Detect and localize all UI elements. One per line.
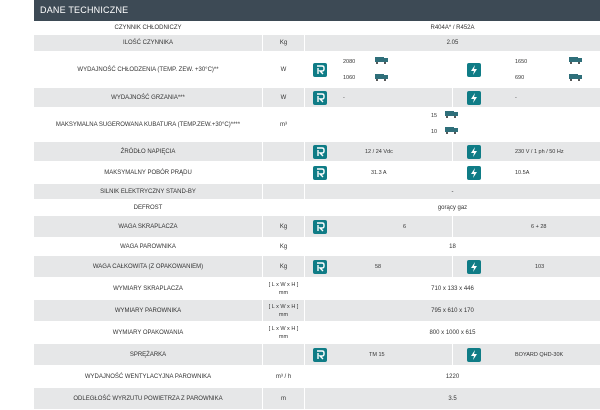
row-label: WYMIARY SKRAPLACZA — [113, 285, 183, 292]
truck-icon — [569, 74, 582, 81]
row-label: WYDAJNOŚĆ CHŁODZENIA (TEMP. ZEW. +30°C)** — [77, 66, 219, 73]
row-value: - — [304, 184, 600, 199]
table-row — [34, 278, 600, 300]
condenser-weight-road: 6 — [403, 224, 407, 230]
row-value: 710 x 133 x 446 — [304, 278, 600, 299]
table-row — [34, 162, 600, 184]
row-label: WAGA PAROWNIKA — [120, 243, 176, 250]
row-label: ILOŚĆ CZYNNIKA — [122, 40, 173, 46]
electric-mode-cell — [452, 344, 600, 365]
row-unit: W — [262, 52, 304, 87]
row-value: gorący gaz — [304, 200, 600, 215]
electric-mode-cell — [452, 88, 600, 107]
unit-dims: [ L x W x H ] — [268, 303, 299, 310]
voltage-road-value: 12 / 24 Vdc — [365, 149, 393, 155]
row-label: MAKSYMALNY POBÓR PRĄDU — [104, 169, 192, 176]
table-row — [34, 322, 600, 344]
cooling-electric-high: 1650 — [515, 59, 528, 65]
row-value: 1220 — [304, 366, 600, 387]
table-row — [34, 388, 600, 410]
table-row — [34, 238, 600, 256]
volume-high: 15 — [431, 113, 438, 119]
road-mode-cell — [304, 344, 452, 365]
row-value: 795 x 610 x 170 — [304, 300, 600, 321]
row-unit — [262, 184, 304, 199]
table-row — [34, 300, 600, 322]
electric-mode-cell — [452, 142, 600, 161]
cooling-road-high: 2080 — [343, 59, 356, 65]
road-mode-icon — [313, 166, 327, 180]
row-unit: m³ — [262, 108, 304, 141]
row-unit: Kg — [262, 256, 304, 277]
truck-icon — [375, 57, 388, 64]
row-label: SPRĘŻARKA — [129, 351, 167, 358]
electric-standby-icon — [467, 166, 481, 180]
row-unit: W — [262, 88, 304, 107]
row-unit: Kg — [262, 216, 304, 237]
row-value: 2.05 — [304, 35, 600, 51]
road-mode-cell — [304, 162, 452, 183]
table-row — [34, 52, 600, 88]
table-row — [34, 142, 600, 162]
row-value — [304, 108, 600, 141]
row-label: WYMIARY PAROWNIKA — [114, 307, 182, 314]
condenser-weight-electric: 6 + 28 — [531, 224, 547, 230]
row-value: 3.5 — [304, 388, 600, 409]
row-unit — [262, 142, 304, 161]
row-label: ŹRÓDŁO NAPIĘCIA — [120, 148, 176, 155]
row-label: ODLEGŁOŚĆ WYRZUTU POWIETRZA Z PAROWNIKA — [73, 395, 223, 402]
row-label: WYDAJNOŚĆ GRZANIA*** — [111, 94, 185, 101]
road-mode-cell — [304, 142, 452, 161]
road-mode-icon — [313, 220, 327, 234]
current-electric-value: 10.5A — [515, 170, 530, 176]
section-header — [34, 0, 600, 21]
row-unit — [262, 322, 304, 343]
road-mode-cell — [304, 256, 452, 277]
row-unit — [262, 278, 304, 299]
row-label: WAGA CAŁKOWITA (Z OPAKOWANIEM) — [92, 263, 204, 270]
row-unit — [262, 22, 304, 34]
table-row — [34, 184, 600, 200]
truck-icon — [375, 74, 388, 81]
electric-mode-cell — [452, 216, 600, 237]
truck-icon — [445, 127, 458, 134]
road-mode-icon — [313, 91, 327, 105]
page-margin — [0, 0, 34, 400]
row-label: WAGA SKRAPLACZA — [118, 223, 178, 230]
table-row — [34, 216, 600, 238]
row-unit — [262, 162, 304, 183]
table-row — [34, 256, 600, 278]
voltage-electric-value: 230 V / 1 ph / 50 Hz — [515, 149, 564, 155]
table-row — [34, 366, 600, 388]
road-mode-icon — [313, 63, 327, 77]
road-mode-icon — [313, 348, 327, 362]
compressor-road: TM 15 — [369, 352, 385, 358]
table-row — [34, 108, 600, 142]
electric-standby-icon — [467, 145, 481, 159]
truck-icon — [445, 111, 458, 118]
row-label: DEFROST — [133, 204, 163, 211]
electric-standby-icon — [467, 348, 481, 362]
road-mode-cell — [304, 216, 452, 237]
truck-icon — [569, 57, 582, 64]
electric-standby-icon — [467, 260, 481, 274]
road-mode-icon — [313, 145, 327, 159]
table-row — [34, 200, 600, 216]
row-unit — [262, 200, 304, 215]
unit-dims: [ L x W x H ] — [268, 325, 299, 332]
row-label: CZYNNIK CHŁODNICZY — [114, 25, 182, 31]
unit-dims: [ L x W x H ] — [268, 281, 299, 288]
row-unit: Kg — [262, 35, 304, 51]
row-unit: Kg — [262, 238, 304, 255]
spec-table — [34, 22, 600, 410]
electric-mode-cell — [452, 52, 600, 87]
road-mode-cell — [304, 88, 452, 107]
road-mode-icon — [313, 260, 327, 274]
cooling-electric-low: 690 — [515, 75, 525, 81]
total-weight-electric: 103 — [535, 264, 545, 270]
current-road-value: 31.3 A — [371, 170, 387, 176]
electric-mode-cell — [452, 162, 600, 183]
cooling-road-low: 1060 — [343, 75, 356, 81]
row-label: WYDAJNOŚĆ WENTYLACYJNA PAROWNIKA — [84, 373, 212, 380]
row-label: SILNIK ELEKTRYCZNY STAND-BY — [100, 188, 196, 195]
electric-mode-cell — [452, 256, 600, 277]
table-row — [34, 35, 600, 52]
unit-mm: mm — [278, 311, 289, 318]
heating-electric-value: - — [515, 95, 517, 101]
row-value: 18 — [304, 238, 600, 255]
row-label: MAKSYMALNA SUGEROWANA KUBATURA (TEMP.ZEW.+30°C)**** — [55, 121, 241, 128]
row-label: WYMIARY OPAKOWANIA — [112, 329, 184, 336]
compressor-electric: BOYARD QHD-30K — [515, 352, 564, 358]
table-row — [34, 344, 600, 366]
table-row — [34, 88, 600, 108]
row-unit: m — [262, 388, 304, 409]
row-unit — [262, 344, 304, 365]
unit-mm: mm — [278, 333, 289, 340]
row-unit — [262, 300, 304, 321]
electric-standby-icon — [467, 63, 481, 77]
row-unit: m³ / h — [262, 366, 304, 387]
table-row — [34, 22, 600, 35]
electric-standby-icon — [467, 91, 481, 105]
section-title: DANE TECHNICZNE — [40, 5, 129, 15]
heating-road-value: - — [343, 95, 345, 101]
row-value: R404A* / R452A — [304, 22, 600, 34]
unit-mm: mm — [278, 289, 289, 296]
row-value: 800 x 1000 x 615 — [304, 322, 600, 343]
road-mode-cell — [304, 52, 452, 87]
volume-low: 10 — [431, 129, 438, 135]
total-weight-road: 58 — [375, 264, 382, 270]
